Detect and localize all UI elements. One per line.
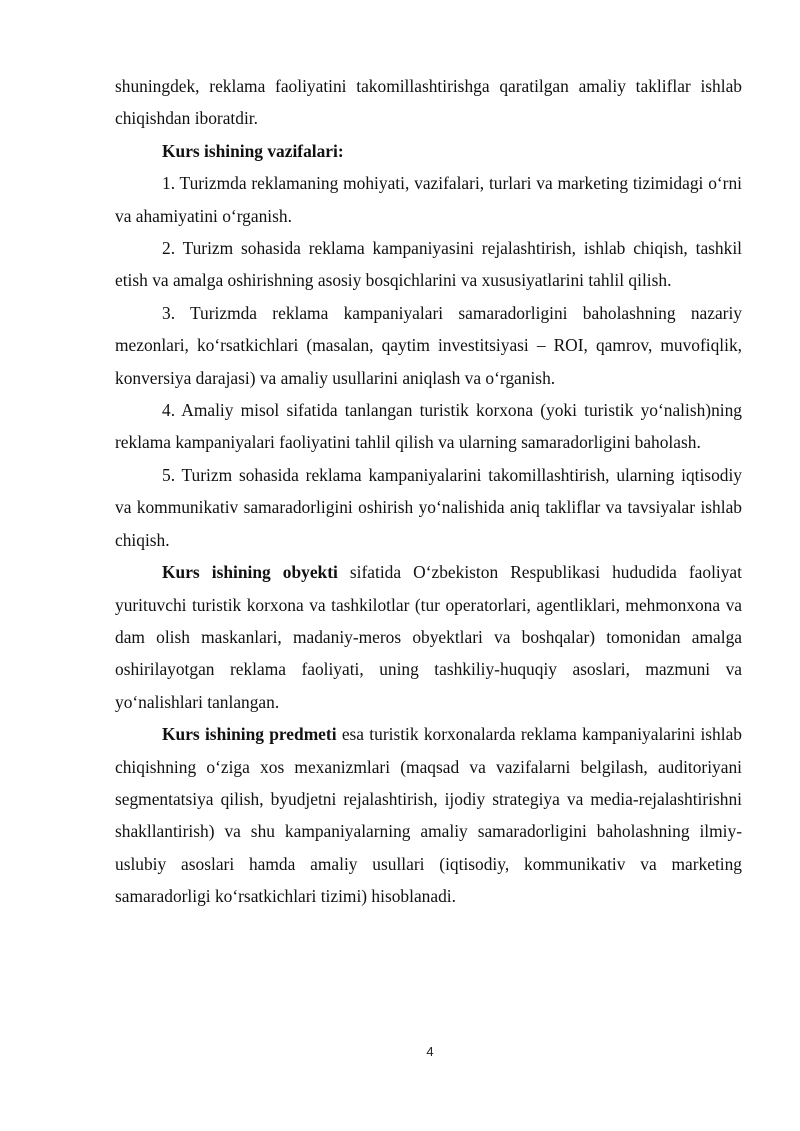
- task-item-2: 2. Turizm sohasida reklama kampaniyasini rejalashtirish, ishlab chiqish, tashkil etish va amalga oshirishning asosiy bosqichlarini va xususiyatlarini tahlil qilish.: [115, 238, 742, 291]
- tasks-heading: Kurs ishining vazifalari:: [162, 140, 344, 161]
- task-item-1: 1. Turizmda reklamaning mohiyati, vazifalari, turlari va marketing tizimidagi o‘rni va ahamiyatini o‘rganish.: [115, 173, 742, 226]
- subject-paragraph: [115, 718, 742, 912]
- task-item-3: 3. Turizmda reklama kampaniyalari samaradorligini baholashning nazariy mezonlari, ko‘rsatkichlari (masalan, qaytim investitsiyasi – ROI, qamrov, muvofiqlik, konversiya darajasi) va amaliy usullarini aniqlash va o‘rganish.: [115, 302, 742, 388]
- document-page: [115, 70, 742, 913]
- task-item-4: 4. Amaliy misol sifatida tanlangan turistik korxona (yoki turistik yo‘nalish)ning reklama kampaniyalari faoliyatini tahlil qilish va ularning samaradorligini baholash.: [115, 400, 742, 453]
- object-paragraph: [115, 556, 742, 718]
- continuation-paragraph: shuningdek, reklama faoliyatini takomillashtirishga qaratilgan amaliy takliflar ishlab chiqishdan iboratdir.: [115, 76, 742, 129]
- subject-lead: Kurs ishining predmeti: [162, 724, 337, 745]
- task-item-5: 5. Turizm sohasida reklama kampaniyalarini takomillashtirish, ularning iqtisodiy va kommunikativ samaradorligini oshirish yo‘nalishida aniq takliflar va tavsiyalar ishlab chiqish.: [115, 464, 742, 550]
- page-number: 4: [426, 1044, 434, 1059]
- object-lead: Kurs ishining obyekti: [162, 562, 338, 583]
- subject-text: esa turistik korxonalarda reklama kampaniyalarini ishlab chiqishning o‘ziga xos mexanizmlari (maqsad va vazifalarni belgilash, auditoriyani segmentatsiya qilish, byudjetni rejalashtirish, ijodiy strategiya va media-rejalashtirishni shakllantirish) va shu kampaniyalarning amaliy samaradorligini baholashning ilmiy-uslubiy asoslari hamda amaliy usullari (iqtisodiy, kommunikativ va marketing samaradorligi ko‘rsatkichlari tizimi) hisoblanadi.: [115, 724, 742, 907]
- object-text: sifatida O‘zbekiston Respublikasi hududida faoliyat yurituvchi turistik korxona va tashkilotlar (tur operatorlari, agentliklari, mehmonxona va dam olish maskanlari, madaniy-meros obyektlari va boshqalar) tomonidan amalga oshirilayotgan reklama faoliyati, uning tashkiliy-huquqiy asoslari, mazmuni va yo‘nalishlari tanlangan.: [115, 562, 742, 712]
